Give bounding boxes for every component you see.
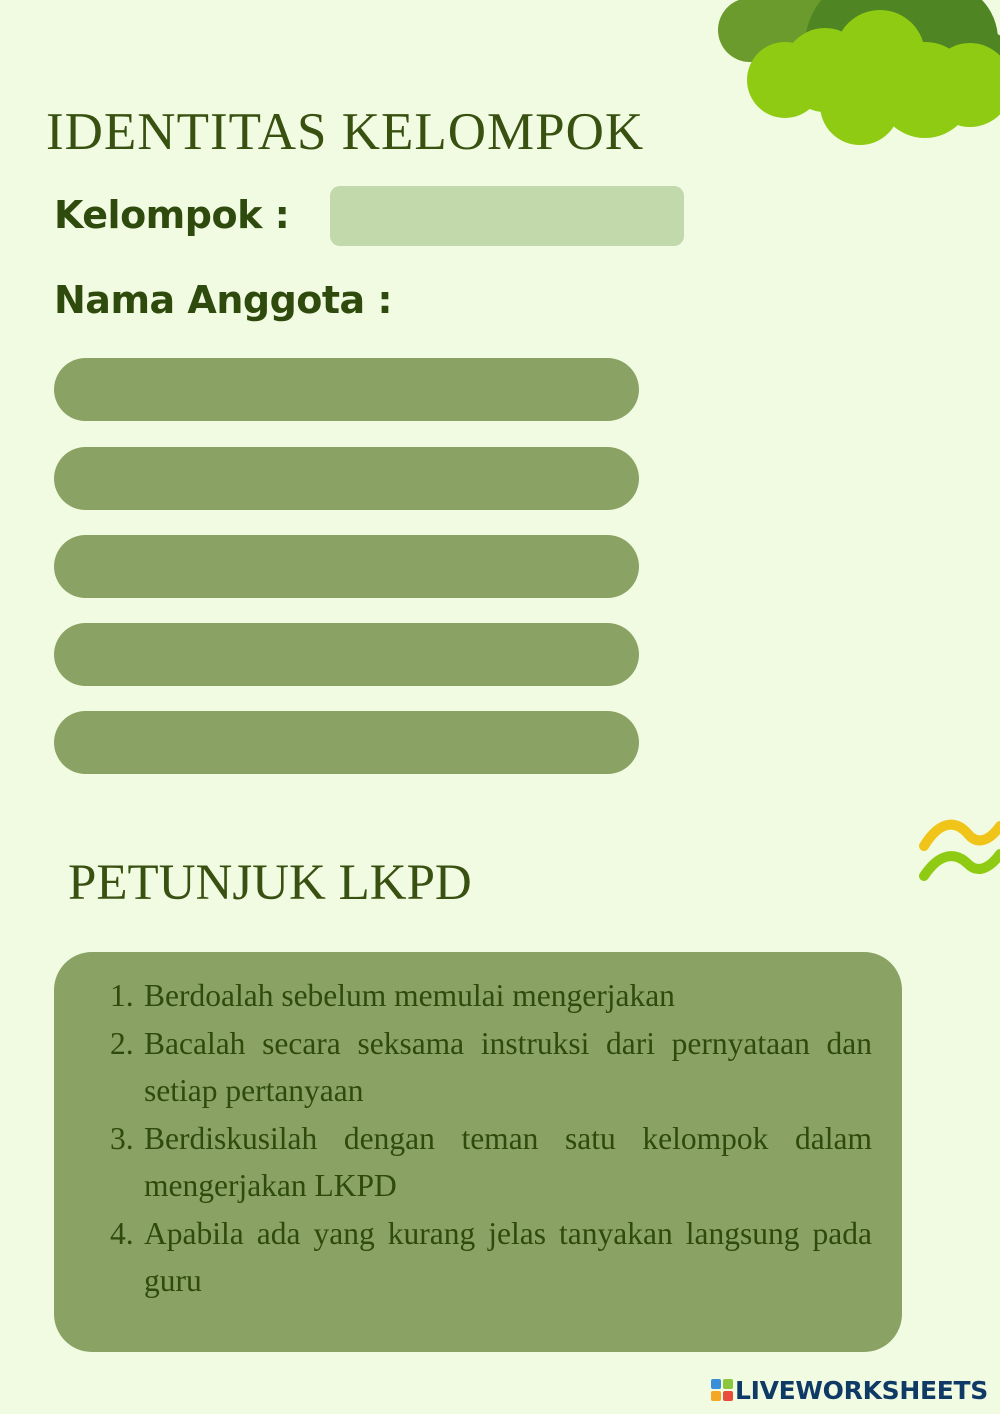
instruction-item [110,1020,872,1115]
instruction-number: 1. [110,978,134,1013]
liveworksheets-brand-text: LIVEWORKSHEETS [734,1375,988,1405]
member-name-field-3[interactable] [54,535,639,598]
instruction-text: Apabila ada yang kurang jelas tanyakan langsung pada guru [144,1215,872,1298]
instruction-text: Berdoalah sebelum memulai mengerjakan [144,978,675,1013]
liveworksheets-branding [711,1374,988,1406]
group-label: Kelompok : [54,193,290,237]
identity-title: IDENTITAS KELOMPOK [46,103,645,161]
bush-decoration [710,0,1000,160]
instructions-title: PETUNJUK LKPD [68,855,472,911]
instruction-item [110,972,872,1020]
member-name-field-1[interactable] [54,358,639,421]
instruction-text: Bacalah secara seksama instruksi dari pernyataan dan setiap pertanyaan [144,1025,872,1108]
instruction-number: 4. [110,1215,134,1251]
member-name-field-4[interactable] [54,623,639,686]
instruction-number: 3. [110,1120,134,1156]
instruction-item [110,1210,872,1305]
instructions-panel [54,952,902,1352]
members-label: Nama Anggota : [54,278,393,322]
liveworksheets-logo-icon [711,1379,733,1401]
instructions-list [110,972,872,1305]
member-name-field-5[interactable] [54,711,639,774]
squiggle-decoration [918,812,1000,884]
instruction-text: Berdiskusilah dengan teman satu kelompok dalam mengerjakan LKPD [144,1120,872,1203]
member-name-field-2[interactable] [54,447,639,510]
group-name-field[interactable] [330,186,684,246]
instruction-item [110,1115,872,1210]
instruction-number: 2. [110,1025,134,1061]
